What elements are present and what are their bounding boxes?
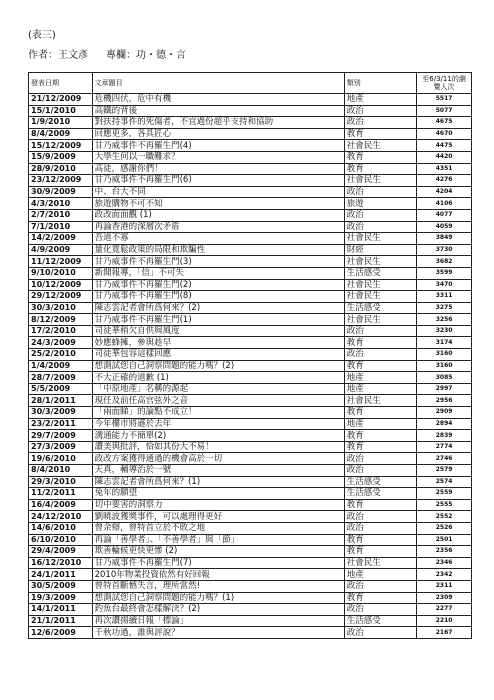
row-views: 2526 [417,522,472,534]
row-views: 3160 [417,349,472,361]
row-date: 1/4/2009 [29,360,93,372]
row-title: 讚美與批評，恰如其份大不易！ [92,441,344,453]
table-row [29,592,472,604]
row-views: 3256 [417,314,472,326]
header-date: 發表日期 [29,73,93,94]
row-title: 「兩面睇」的論點不成立！ [92,407,344,419]
row-views: 2909 [417,407,472,419]
row-title: 大學生何以一職難求？ [92,151,344,163]
table-row [29,546,472,558]
row-date: 10/12/2009 [29,279,93,291]
row-views: 4670 [417,128,472,140]
row-views: 2574 [417,476,472,488]
table-row [29,325,472,337]
table-row [29,233,472,245]
table-row [29,314,472,326]
row-date: 9/10/2010 [29,267,93,279]
row-date: 19/6/2010 [29,453,93,465]
row-title: 量化寬鬆政策的局限和欺騙性 [92,244,344,256]
row-date: 30/9/2009 [29,186,93,198]
row-date: 14/1/2011 [29,604,93,616]
row-views: 3085 [417,372,472,384]
row-category: 政治 [344,511,416,523]
row-views: 2746 [417,453,472,465]
row-date: 16/4/2009 [29,499,93,511]
row-category: 教育 [344,128,416,140]
table-row [29,94,472,106]
row-date: 28/7/2009 [29,372,93,384]
table-row [29,430,472,442]
row-title: 曾特首斷憾失言，理所當然! [92,580,344,592]
row-title: 政改面面觀 (1) [92,209,344,221]
row-title: 2010年物業投資依然有好回報 [92,569,344,581]
table-row [29,395,472,407]
row-views: 2956 [417,395,472,407]
author-label: 作者：王文彥 [28,50,88,61]
row-title: 切中要害的洞察力 [92,499,344,511]
row-title: 政改方案獲得通過的機會高於一切 [92,453,344,465]
row-date: 4/3/2010 [29,198,93,210]
header-title: 文章題目 [92,73,344,94]
table-row [29,105,472,117]
row-date: 30/3/2009 [29,407,93,419]
row-date: 17/2/2010 [29,325,93,337]
row-date: 24/12/2010 [29,511,93,523]
row-date: 16/12/2010 [29,557,93,569]
row-category: 教育 [344,151,416,163]
row-views: 4106 [417,198,472,210]
table-row [29,291,472,303]
row-title: 吾道不寡 [92,233,344,245]
row-category: 旅遊 [344,198,416,210]
table-row [29,186,472,198]
row-title: 對扶持事件的死傷者，不宜過份超乎支持和協助 [92,117,344,129]
table-row [29,279,472,291]
header-views: 至6/3/11的瀏覽人次 [417,73,472,94]
row-date: 15/9/2009 [29,151,93,163]
row-views: 2356 [417,546,472,558]
row-date: 15/12/2009 [29,140,93,152]
row-category: 政治 [344,325,416,337]
row-title: 千秋功過，誰與評說？ [92,627,344,639]
row-date: 24/3/2009 [29,337,93,349]
row-views: 2559 [417,488,472,500]
row-views: 2309 [417,592,472,604]
row-views: 4420 [417,151,472,163]
row-category: 政治 [344,349,416,361]
row-category: 地產 [344,569,416,581]
row-views: 3230 [417,325,472,337]
table-row [29,604,472,616]
row-title: 欺善輪候更快更慘 (2) [92,546,344,558]
row-category: 政治 [344,117,416,129]
row-category: 社會民生 [344,314,416,326]
row-category: 政治 [344,105,416,117]
row-date: 8/4/2009 [29,128,93,140]
row-date: 30/3/2010 [29,302,93,314]
row-category: 生活感受 [344,302,416,314]
table-row [29,198,472,210]
row-category: 地產 [344,94,416,106]
row-title: 甘乃威事件不再羅生門(2) [92,279,344,291]
row-views: 2346 [417,557,472,569]
table-row [29,522,472,534]
row-title: 妙應蜂擁，參與趁早 [92,337,344,349]
row-views: 4675 [417,117,472,129]
row-title: 甘乃威事件不再羅生門(1) [92,314,344,326]
row-views: 5077 [417,105,472,117]
row-title: 不大正確的道歉 (1) [92,372,344,384]
row-title: 陳志雲記者會所爲何來？(1) [92,476,344,488]
row-views: 2555 [417,499,472,511]
row-category: 地產 [344,418,416,430]
table-row [29,569,472,581]
row-views: 4077 [417,209,472,221]
row-category: 生活感受 [344,488,416,500]
row-category: 生活感受 [344,267,416,279]
table-row [29,418,472,430]
row-views: 5517 [417,94,472,106]
row-date: 28/9/2010 [29,163,93,175]
row-category: 政治 [344,465,416,477]
row-views: 3174 [417,337,472,349]
table-row [29,511,472,523]
row-title: 司徒華包容這樣回應 [92,349,344,361]
articles-table [28,72,472,639]
row-title: 司徒華稍欠自供與風度 [92,325,344,337]
table-row [29,407,472,419]
row-views: 3730 [417,244,472,256]
row-title: 回應更多，各具匠心 [92,128,344,140]
row-views: 4276 [417,175,472,187]
table-row [29,163,472,175]
table-row [29,557,472,569]
row-date: 28/1/2011 [29,395,93,407]
row-views: 4059 [417,221,472,233]
row-category: 教育 [344,163,416,175]
row-date: 11/2/2011 [29,488,93,500]
row-date: 21/12/2009 [29,94,93,106]
page-heading: (表三) [28,30,56,41]
table-row [29,244,472,256]
table-row [29,349,472,361]
row-views: 3599 [417,267,472,279]
row-category: 社會民生 [344,557,416,569]
row-date: 2/7/2010 [29,209,93,221]
row-title: 兔年的願望 [92,488,344,500]
table-row [29,372,472,384]
row-date: 5/5/2009 [29,383,93,395]
table-row [29,615,472,627]
table-row [29,221,472,233]
table-row [29,465,472,477]
row-views: 4351 [417,163,472,175]
row-category: 教育 [344,441,416,453]
table-row [29,441,472,453]
row-category: 社會民生 [344,140,416,152]
row-date: 23/12/2009 [29,175,93,187]
row-category: 財經 [344,244,416,256]
table-row [29,580,472,592]
row-title: 甘乃威事件不再羅生門(3) [92,256,344,268]
row-category: 政治 [344,453,416,465]
row-category: 教育 [344,337,416,349]
row-title: 高徒，感謝你們！ [92,163,344,175]
row-title: 甘乃威事件不再羅生門(6) [92,175,344,187]
row-category: 政治 [344,209,416,221]
table-header-row [29,73,472,94]
table-row [29,128,472,140]
row-category: 教育 [344,499,416,511]
row-category: 生活感受 [344,476,416,488]
table-row [29,209,472,221]
row-category: 社會民生 [344,175,416,187]
row-views: 2210 [417,615,472,627]
header-category: 類別 [344,73,416,94]
row-title: 「中原地產」名稱的源起 [92,383,344,395]
row-views: 2997 [417,383,472,395]
row-category: 教育 [344,592,416,604]
row-title: 再次讚揚續日報「標論」 [92,615,344,627]
row-title: 現任及前任高官弦外之音 [92,395,344,407]
row-title: 新聞報導，「信」不可失 [92,267,344,279]
table-row [29,337,472,349]
row-date: 29/4/2009 [29,546,93,558]
row-title: 想測試您自己洞察問題的能力嗎？(2) [92,360,344,372]
row-title: 危機四伏，危中有機 [92,94,344,106]
row-title: 旅遊購物不可不知 [92,198,344,210]
table-row [29,140,472,152]
row-category: 社會民生 [344,233,416,245]
row-category: 政治 [344,522,416,534]
row-category: 政治 [344,221,416,233]
row-views: 2839 [417,430,472,442]
row-views: 4475 [417,140,472,152]
table-row [29,256,472,268]
row-category: 教育 [344,534,416,546]
table-row [29,151,472,163]
row-views: 2501 [417,534,472,546]
row-title: 甘乃威事件不再羅生門(7) [92,557,344,569]
byline [28,46,204,61]
row-date: 14/2/2009 [29,233,93,245]
row-views: 3311 [417,291,472,303]
table-row [29,117,472,129]
row-title: 甘乃威事件不再羅生門(8) [92,291,344,303]
row-title: 溝通能力不簡單(2) [92,430,344,442]
row-category: 社會民生 [344,279,416,291]
row-title: 甘乃威事件不再羅生門(4) [92,140,344,152]
row-views: 2342 [417,569,472,581]
row-title: 陳志雲記者會所爲何來？(2) [92,302,344,314]
row-title: 想測試您自己洞察問題的能力嗎？(1) [92,592,344,604]
row-category: 地產 [344,372,416,384]
row-date: 29/3/2010 [29,476,93,488]
row-category: 社會民生 [344,395,416,407]
column-label: 專欄：功・德・言 [106,50,186,61]
row-title: 天真，輔導治於一號 [92,465,344,477]
row-category: 教育 [344,407,416,419]
row-date: 11/12/2009 [29,256,93,268]
row-title: 再論「善學者」、「不善學者」與「節」 [92,534,344,546]
row-views: 2167 [417,627,472,639]
row-date: 15/1/2010 [29,105,93,117]
row-views: 3470 [417,279,472,291]
row-views: 2894 [417,418,472,430]
row-date: 25/2/2010 [29,349,93,361]
row-title: 再論香港的深層次矛盾 [92,221,344,233]
row-views: 2277 [417,604,472,616]
row-title: 中、台大不同 [92,186,344,198]
row-category: 生活感受 [344,615,416,627]
table-row [29,534,472,546]
row-date: 19/3/2009 [29,592,93,604]
row-views: 2311 [417,580,472,592]
row-views: 3275 [417,302,472,314]
row-views: 2579 [417,465,472,477]
row-date: 24/1/2011 [29,569,93,581]
row-category: 社會民生 [344,256,416,268]
table-row [29,383,472,395]
row-date: 8/12/2009 [29,314,93,326]
row-category: 教育 [344,546,416,558]
row-category: 政治 [344,627,416,639]
row-date: 12/6/2009 [29,627,93,639]
row-category: 政治 [344,580,416,592]
row-category: 政治 [344,604,416,616]
table-row [29,476,472,488]
row-date: 30/5/2009 [29,580,93,592]
row-date: 1/9/2010 [29,117,93,129]
table-row [29,488,472,500]
row-date: 23/2/2011 [29,418,93,430]
table-row [29,627,472,639]
row-title: 今年樓市將遜於去年 [92,418,344,430]
row-date: 14/6/2010 [29,522,93,534]
row-title: 釣魚台最終會怎樣解決？(2) [92,604,344,616]
row-category: 教育 [344,430,416,442]
table-row [29,499,472,511]
row-views: 4204 [417,186,472,198]
table-row [29,302,472,314]
row-title: 高鐵的背後 [92,105,344,117]
row-date: 29/12/2009 [29,291,93,303]
row-date: 27/3/2009 [29,441,93,453]
row-views: 2774 [417,441,472,453]
table-row [29,360,472,372]
row-category: 社會民生 [344,291,416,303]
row-views: 3160 [417,360,472,372]
row-category: 教育 [344,360,416,372]
row-date: 7/1/2010 [29,221,93,233]
row-date: 4/9/2009 [29,244,93,256]
row-date: 8/4/2010 [29,465,93,477]
table-row [29,453,472,465]
row-category: 政治 [344,186,416,198]
row-views: 3849 [417,233,472,245]
row-category: 地產 [344,383,416,395]
row-title: 曾余辯，曾特首立於不敗之地 [92,522,344,534]
row-views: 3682 [417,256,472,268]
row-views: 2552 [417,511,472,523]
row-date: 29/7/2009 [29,430,93,442]
table-row [29,175,472,187]
table-row [29,267,472,279]
row-date: 6/10/2010 [29,534,93,546]
row-date: 21/1/2011 [29,615,93,627]
row-title: 劉曉波獲獎事件，可以處理得更好 [92,511,344,523]
